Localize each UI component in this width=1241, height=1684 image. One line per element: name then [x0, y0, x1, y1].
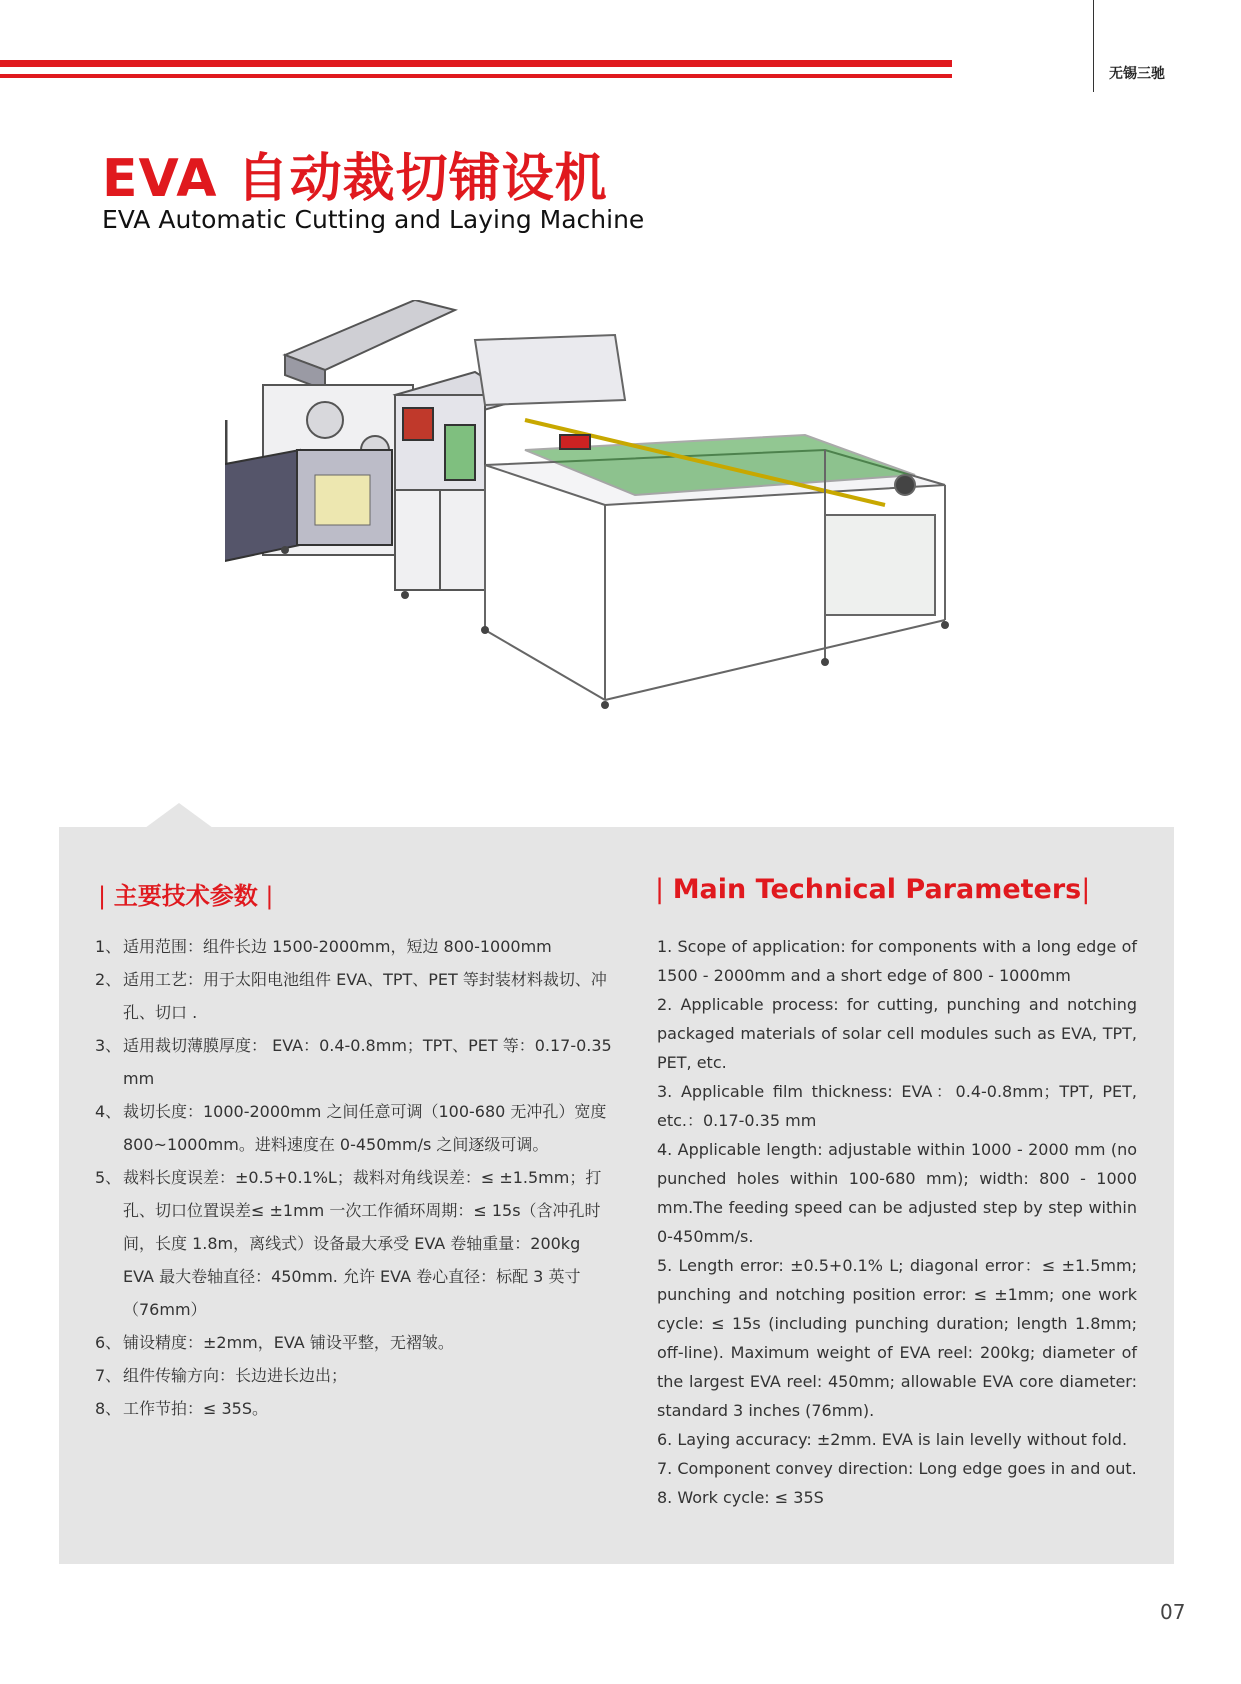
- list-item: 2、 适用工艺：用于太阳电池组件 EVA、TPT、PET 等封装材料裁切、冲孔、切口 .: [95, 970, 607, 1022]
- en-parameter-list: [657, 932, 1137, 1512]
- list-item: 7. Component convey direction: Long edge goes in and out.: [657, 1459, 1137, 1478]
- header-divider: [1093, 0, 1094, 92]
- list-item: 7、 组件传输方向：长边进长边出；: [95, 1366, 348, 1385]
- header-red-bar-thin: [0, 74, 952, 78]
- open-cabinet-door: [225, 450, 392, 562]
- cn-parameter-list: [95, 930, 615, 1425]
- list-item: 1、 适用范围：组件长边 1500-2000mm，短边 800-1000mm: [95, 937, 552, 956]
- cn-section-heading: | 主要技术参数 |: [98, 882, 274, 910]
- list-item: 3、 适用裁切薄膜厚度： EVA：0.4-0.8mm；TPT、PET 等：0.17-0.35 mm: [95, 1036, 612, 1088]
- list-item: 6. Laying accuracy: ±2mm. EVA is lain levelly without fold.: [657, 1430, 1128, 1449]
- eva-cutting-laying-machine-illustration: [225, 300, 1015, 790]
- list-item: 5、 裁料长度误差：±0.5+0.1%L；裁料对角线误差：≤ ±1.5mm；打孔、切口位置误差≤ ±1mm 一次工作循环周期：≤ 15s（含冲孔时间，长度 1.8m，离线式）设备最大承受 EVA 卷轴重量：200kg EVA 最大卷轴直径：450mm. 允许 EVA 卷心直径：标配 3 英寸（76mm）: [95, 1168, 602, 1319]
- en-section-heading: | Main Technical Parameters|: [655, 874, 1091, 905]
- panel-tab-notch: [145, 803, 213, 828]
- laying-table: [475, 335, 945, 700]
- list-item: 6、 铺设精度：±2mm，EVA 铺设平整，无褶皱。: [95, 1333, 454, 1352]
- list-item: 4. Applicable length: adjustable within 1000 - 2000 mm (no punched holes within 100-680 mm); width: 800 - 1000 mm.The feeding speed can be adjusted step by step within 0-450mm/s.: [657, 1140, 1137, 1246]
- header-red-bar-thick: [0, 60, 952, 67]
- page-title-en: EVA Automatic Cutting and Laying Machine: [102, 205, 645, 234]
- list-item: 8、 工作节拍：≤ 35S。: [95, 1399, 269, 1418]
- list-item: 8. Work cycle: ≤ 35S: [657, 1488, 824, 1507]
- list-item: 1. Scope of application: for components with a long edge of 1500 - 2000mm and a short edge of 800 - 1000mm: [657, 937, 1137, 985]
- page-number: 07: [1160, 1600, 1186, 1624]
- brand-name: 无锡三驰: [1109, 66, 1165, 82]
- list-item: 3. Applicable film thickness: EVA：0.4-0.8mm；TPT, PET, etc.：0.17-0.35 mm: [657, 1082, 1137, 1130]
- list-item: 4、 裁切长度：1000-2000mm 之间任意可调（100-680 无冲孔）宽度 800~1000mm。进料速度在 0-450mm/s 之间逐级可调。: [95, 1102, 607, 1154]
- list-item: 5. Length error: ±0.5+0.1% L; diagonal error：≤ ±1.5mm; punching and notching position error: ≤ ±1mm; one work cycle: ≤ 15s (including punching duration; length 1.8mm; off-line). Maximum weight of EVA reel: 200kg; diameter of the largest EVA reel: 450mm; allowable EVA core diameter: standard 3 inches (76mm).: [657, 1256, 1137, 1420]
- page-title-cn: EVA 自动裁切铺设机: [102, 149, 608, 209]
- list-item: 2. Applicable process: for cutting, punching and notching packaged materials of solar cell modules such as EVA, TPT, PET, etc.: [657, 995, 1137, 1072]
